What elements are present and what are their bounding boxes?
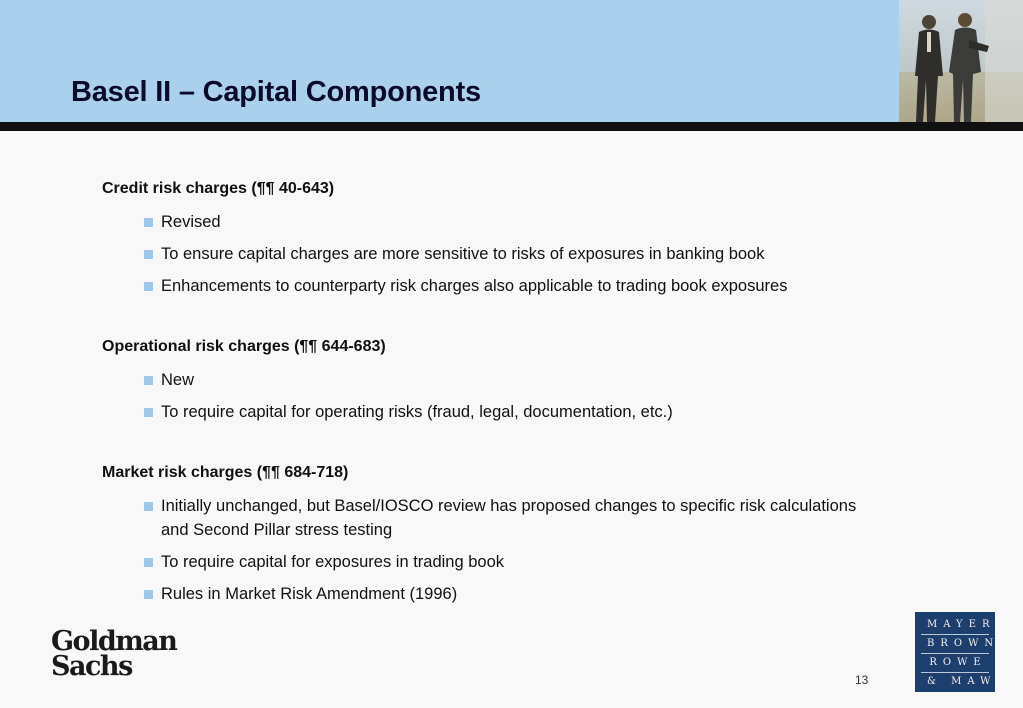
slide-body [102, 178, 902, 606]
logo-divider [921, 672, 989, 673]
slide-header [0, 0, 1023, 122]
bullet-item [144, 274, 861, 298]
square-bullet-icon [144, 282, 153, 291]
bullet-text: To require capital for operating risks (fraud, legal, documentation, etc.) [161, 403, 673, 421]
logo-divider [921, 634, 989, 635]
bullet-list [144, 368, 902, 424]
bullet-text: To require capital for exposures in trading book [161, 553, 505, 571]
bullet-item [144, 368, 861, 392]
square-bullet-icon [144, 250, 153, 259]
bullet-item [144, 494, 861, 542]
header-photo [899, 0, 1023, 122]
bullet-list [144, 494, 902, 606]
bullet-item [144, 400, 861, 424]
bullet-item [144, 210, 861, 234]
header-divider [0, 122, 1023, 131]
section-heading: Market risk charges (¶¶ 684-718) [102, 464, 349, 481]
mayer-brown-rowe-maw-logo [915, 612, 1000, 692]
section-credit-risk [102, 178, 902, 298]
square-bullet-icon [144, 502, 153, 511]
square-bullet-icon [144, 590, 153, 599]
logo-text-line: Sachs [51, 651, 132, 682]
bullet-text: Revised [161, 213, 221, 231]
logo-text-line: Goldman [51, 626, 177, 657]
logo-divider [921, 653, 989, 654]
logo-text-line: & MAW [927, 676, 997, 687]
goldman-sachs-logo [51, 626, 177, 687]
bullet-list [144, 210, 902, 298]
logo-text-line: MAYER [927, 619, 996, 630]
bullet-item [144, 550, 861, 574]
section-heading: Operational risk charges (¶¶ 644-683) [102, 338, 386, 355]
page-number: 13 [855, 673, 869, 687]
bullet-text: Enhancements to counterparty risk charges also applicable to trading book exposures [161, 277, 788, 295]
section-operational-risk [102, 336, 902, 424]
business-people-photo-icon [899, 0, 1023, 122]
square-bullet-icon [144, 376, 153, 385]
logo-text-line: ROWE [929, 657, 987, 668]
logo-text-line: BROWN [927, 638, 1000, 649]
bullet-text: Rules in Market Risk Amendment (1996) [161, 585, 458, 603]
section-heading: Credit risk charges (¶¶ 40-643) [102, 180, 335, 197]
bullet-text: Initially unchanged, but Basel/IOSCO review has proposed changes to specific risk calculations and Second Pillar stress testing [161, 497, 857, 539]
square-bullet-icon [144, 218, 153, 227]
section-market-risk [102, 462, 902, 606]
bullet-text: New [161, 371, 195, 389]
square-bullet-icon [144, 408, 153, 417]
slide-title: Basel II – Capital Components [71, 76, 481, 108]
bullet-text: To ensure capital charges are more sensitive to risks of exposures in banking book [161, 245, 765, 263]
bullet-item [144, 582, 861, 606]
square-bullet-icon [144, 558, 153, 567]
bullet-item [144, 242, 861, 266]
